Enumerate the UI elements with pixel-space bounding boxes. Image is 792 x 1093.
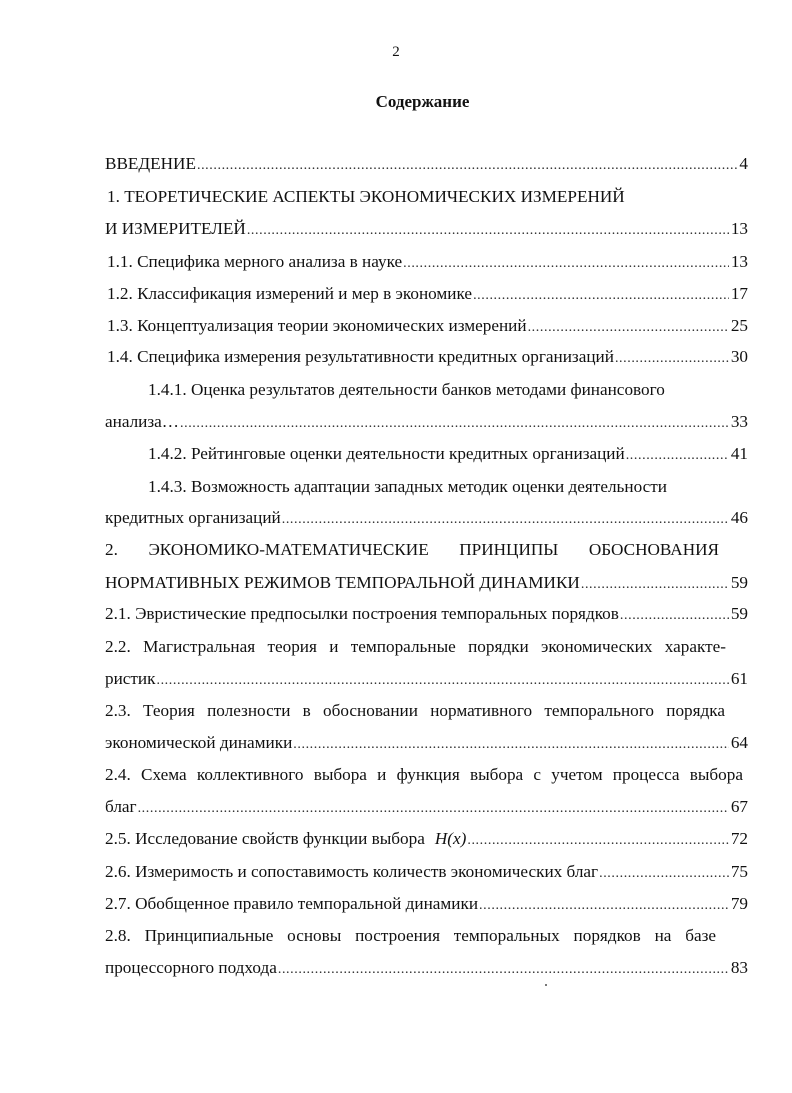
toc-entry-text: 1.4. Специфика измерения результативности кредитных организаций xyxy=(107,347,614,366)
leader-dots xyxy=(620,605,729,627)
toc-entry-2-4[interactable] xyxy=(105,796,748,818)
toc-page-number: 59 xyxy=(730,573,748,592)
toc-entry-text: ВВЕДЕНИЕ xyxy=(105,154,196,173)
toc-page-number: 79 xyxy=(730,894,748,913)
toc-page-number: 83 xyxy=(730,958,748,977)
toc-entry-2-5[interactable] xyxy=(105,828,748,850)
leader-dots xyxy=(293,734,729,756)
leader-dots xyxy=(479,895,729,917)
toc-entry-text: анализа… xyxy=(105,412,179,431)
toc-page-number: 13 xyxy=(730,219,748,238)
toc-entry-text: 2.5. Исследование свойств функции выбора xyxy=(105,829,425,848)
toc-page-number: 13 xyxy=(730,252,748,271)
toc-entry-1-3[interactable] xyxy=(107,315,748,337)
leader-dots xyxy=(156,670,728,692)
toc-entry-text: НОРМАТИВНЫХ РЕЖИМОВ ТЕМПОРАЛЬНОЙ ДИНАМИКИ xyxy=(105,573,580,592)
toc-entry-2-2-line1[interactable]: 2.2. Магистральная теория и темпоральные порядки экономических характе- xyxy=(105,637,726,656)
toc-page-number: 17 xyxy=(730,284,748,303)
toc-page-number: 72 xyxy=(730,829,748,848)
toc-entry-2-6[interactable] xyxy=(105,861,748,883)
toc-page-number: 75 xyxy=(730,862,748,881)
leader-dots xyxy=(467,830,728,852)
toc-entry-1-2[interactable] xyxy=(107,283,748,305)
toc-entry-text: экономической динамики xyxy=(105,733,293,752)
leader-dots xyxy=(528,317,729,339)
leader-dots xyxy=(278,959,729,981)
toc-chapter-1[interactable] xyxy=(105,218,748,240)
toc-entry-text: кредитных организаций xyxy=(105,508,281,527)
toc-entry-1-4-1[interactable] xyxy=(105,411,748,433)
toc-page-number: 25 xyxy=(730,316,748,335)
toc-entry-2-7[interactable] xyxy=(105,893,748,915)
leader-dots xyxy=(599,863,729,885)
leader-dots xyxy=(197,155,737,177)
scan-speck xyxy=(545,984,547,986)
toc-entry-text: И ИЗМЕРИТЕЛЕЙ xyxy=(105,219,246,238)
toc-chapter-2[interactable] xyxy=(105,572,748,594)
toc-entry-text: 1.3. Концептуализация теории экономических измерений xyxy=(107,316,527,335)
leader-dots xyxy=(282,509,729,531)
toc-page-number: 61 xyxy=(730,669,748,688)
leader-dots xyxy=(473,285,729,307)
toc-entry-1-4-1-line1[interactable]: 1.4.1. Оценка результатов деятельности банков методами финансового xyxy=(148,380,665,399)
toc-entry-2-2[interactable] xyxy=(105,668,748,690)
toc-entry-2-8[interactable] xyxy=(105,957,748,979)
leader-dots xyxy=(615,348,729,370)
toc-page-number: 67 xyxy=(730,797,748,816)
leader-dots xyxy=(626,445,729,467)
leader-dots xyxy=(403,253,729,275)
toc-entry-1-4[interactable] xyxy=(107,346,748,368)
toc-entry-text: ристик xyxy=(105,669,156,688)
toc-entry-2-3[interactable] xyxy=(105,732,748,754)
toc-chapter-1-line1[interactable]: 1. ТЕОРЕТИЧЕСКИЕ АСПЕКТЫ ЭКОНОМИЧЕСКИХ ИЗМЕРЕНИЙ xyxy=(107,187,625,206)
toc-entry-1-4-2[interactable] xyxy=(148,443,748,465)
toc-entry-text: 1.2. Классификация измерений и мер в экономике xyxy=(107,284,473,303)
toc-entry-text: 1.4.2. Рейтинговые оценки деятельности кредитных организаций xyxy=(148,444,625,463)
page-number: 2 xyxy=(392,44,400,60)
toc-entry-text: 1.1. Специфика мерного анализа в науке xyxy=(107,252,403,271)
toc-entry-text: процессорного подхода xyxy=(105,958,277,977)
toc-entry-text: 2.7. Обобщенное правило темпоральной динамики xyxy=(105,894,479,913)
toc-entry-1-4-3[interactable] xyxy=(105,507,748,529)
toc-page-number: 33 xyxy=(730,412,748,431)
toc-entry-2-4-line1[interactable]: 2.4. Схема коллективного выбора и функция выбора с учетом процесса выбора xyxy=(105,765,743,784)
leader-dots xyxy=(247,220,729,242)
toc-entry-text: 2.6. Измеримость и сопоставимость количеств экономических благ xyxy=(105,862,599,881)
toc-entry-2-1[interactable] xyxy=(105,603,748,625)
leader-dots xyxy=(581,574,729,596)
toc-page-number: 64 xyxy=(730,733,748,752)
toc-entry-intro[interactable] xyxy=(105,153,748,175)
toc-entry-1-4-3-line1[interactable]: 1.4.3. Возможность адаптации западных методик оценки деятельности xyxy=(148,477,667,496)
toc-entry-text: 2.1. Эвристические предпосылки построения темпоральных порядков xyxy=(105,604,619,623)
toc-entry-text: благ xyxy=(105,797,137,816)
leader-dots xyxy=(180,413,729,435)
toc-page-number: 4 xyxy=(739,154,748,173)
toc-page-number: 59 xyxy=(730,604,748,623)
toc-page-number: 46 xyxy=(730,508,748,527)
page-title: Содержание xyxy=(375,92,470,111)
toc-chapter-2-line1[interactable]: 2. ЭКОНОМИКО-МАТЕМАТИЧЕСКИЕ ПРИНЦИПЫ ОБОСНОВАНИЯ xyxy=(105,540,719,559)
formula-h-of-x: H(x) xyxy=(434,829,467,848)
leader-dots xyxy=(138,798,729,820)
toc-entry-1-1[interactable] xyxy=(107,251,748,273)
toc-entry-2-3-line1[interactable]: 2.3. Теория полезности в обосновании нормативного темпорального порядка xyxy=(105,701,725,720)
toc-page-number: 30 xyxy=(730,347,748,366)
toc-entry-2-8-line1[interactable]: 2.8. Принципиальные основы построения темпоральных порядков на базе xyxy=(105,926,716,945)
toc-page-number: 41 xyxy=(730,444,748,463)
